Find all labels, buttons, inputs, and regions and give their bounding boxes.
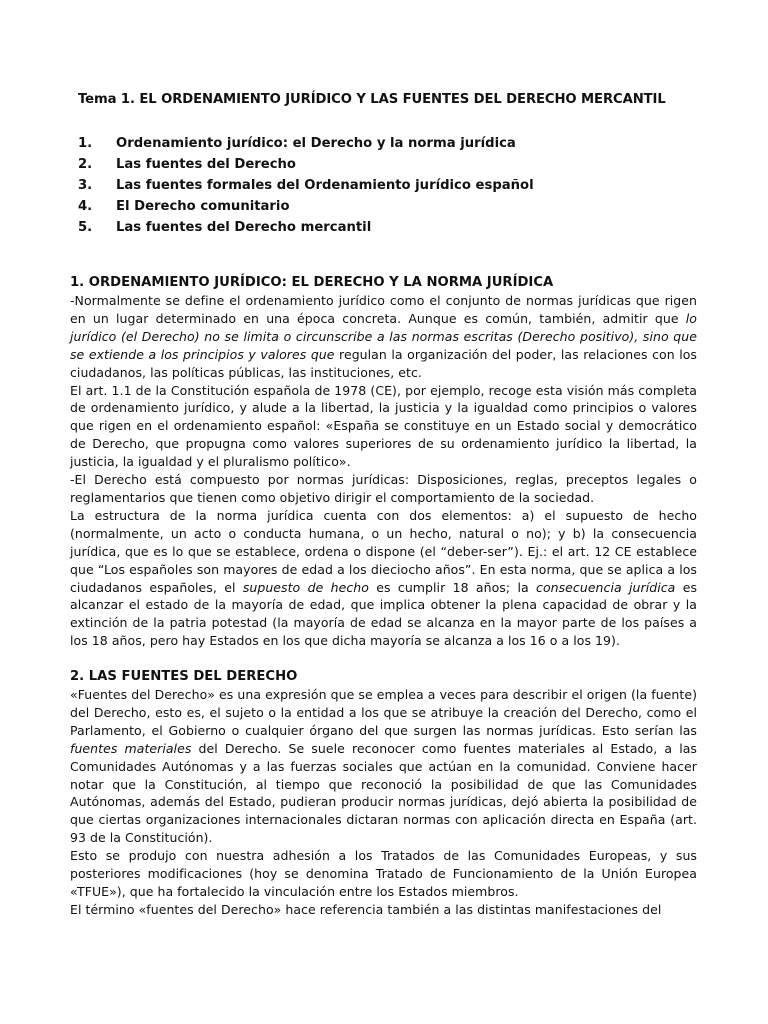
- toc-label: Las fuentes formales del Ordenamiento jurídico español: [116, 178, 534, 193]
- paragraph-italic-text: supuesto de hecho: [242, 579, 369, 595]
- paragraph: [70, 686, 697, 847]
- paragraph-italic-text: lo jurídico (el Derecho) no se limita o circunscribe a las normas escritas (Derecho positivo), sino que se extiende a los principios y valores que: [70, 310, 697, 362]
- toc-label: El Derecho comunitario: [116, 199, 290, 214]
- paragraph-text: La estructura de la norma jurídica cuenta con dos elementos: a) el supuesto de hecho (normalmente, un acto o conducta humana, o un hecho, natural o no); y b) la consecuencia jurídica, que es lo que se establece, ordena o dispone (el “deber-ser”). Ej.: el art. 12 CE establece que “Los españoles son mayores de edad a los dieciocho años”. En esta norma, que se aplica a los ciudadanos españoles, el: [70, 507, 697, 595]
- section-heading: 2. LAS FUENTES DEL DERECHO: [70, 669, 298, 684]
- section-fuentes-del-derecho: [70, 668, 697, 919]
- paragraph-text: -Normalmente se define el ordenamiento jurídico como el conjunto de normas jurídicas que rigen en un lugar determinado en una época concreta. Aunque es común, también, admitir que: [70, 293, 697, 326]
- toc-number: 2.: [78, 157, 93, 172]
- table-of-contents: [78, 133, 534, 238]
- toc-item: [78, 175, 534, 196]
- paragraph-italic-text: fuentes materiales: [70, 740, 192, 756]
- toc-number: 4.: [78, 199, 93, 214]
- toc-label: Las fuentes del Derecho mercantil: [116, 220, 372, 235]
- toc-item: [78, 217, 534, 238]
- paragraph-text: «Fuentes del Derecho» es una expresión que se emplea a veces para describir el origen (la fuente) del Derecho, esto es, el sujeto o la entidad a los que se atribuye la creación del Derecho, como el Parlamento, el Gobierno o cualquier órgano del que surgen las normas jurídicas. Esto serían las: [70, 687, 697, 738]
- toc-item: [78, 196, 534, 217]
- section-ordenamiento-juridico: [70, 274, 697, 650]
- paragraph: -El Derecho está compuesto por normas jurídicas: Disposiciones, reglas, preceptos legales o reglamentarios que tienen como objetivo dirigir el comportamiento de la sociedad.: [70, 472, 697, 505]
- toc-label: Las fuentes del Derecho: [116, 157, 296, 172]
- paragraph-text: regulan la organización del poder, las relaciones con los ciudadanos, las políticas públicas, las instituciones, etc.: [70, 346, 697, 380]
- document-title: Tema 1. EL ORDENAMIENTO JURÍDICO Y LAS FUENTES DEL DERECHO MERCANTIL: [78, 92, 666, 107]
- toc-number: 1.: [78, 136, 93, 151]
- toc-number: 3.: [78, 178, 93, 193]
- section-heading: 1. ORDENAMIENTO JURÍDICO: EL DERECHO Y LA NORMA JURÍDICA: [70, 275, 554, 290]
- paragraph: El término «fuentes del Derecho» hace referencia también a las distintas manifestaciones del: [70, 901, 662, 917]
- toc-label: Ordenamiento jurídico: el Derecho y la norma jurídica: [116, 136, 516, 151]
- paragraph: Esto se produjo con nuestra adhesión a los Tratados de las Comunidades Europeas, y sus posteriores modificaciones (hoy se denomina Tratado de Funcionamiento de la Unión Europea «TFUE»), que ha fortalecido la vinculación entre los Estados miembros.: [70, 848, 697, 899]
- paragraph: El art. 1.1 de la Constitución española de 1978 (CE), por ejemplo, recoge esta visión más completa de ordenamiento jurídico, y alude a la libertad, la justicia y la igualdad como principios o valores que rigen en el ordenamiento español: «España se constituye en un Estado social y democrático de Derecho, que propugna como valores superiores de su ordenamiento jurídico la libertad, la justicia, la igualdad y el pluralismo político».: [70, 382, 697, 470]
- paragraph: [70, 507, 697, 650]
- paragraph-text: del Derecho. Se suele reconocer como fuentes materiales al Estado, a las Comunidades Autónomas y a las fuerzas sociales que actúan en la comunidad. Conviene hacer notar que la Constitución, al tiempo que reconoció la posibilidad de que las Comunidades Autónomas, además del Estado, pudieran producir normas jurídicas, dejó abierta la posibilidad de que ciertas organizaciones internacionales dictaran normas con aplicación directa en España (art. 93 de la Constitución).: [70, 740, 697, 846]
- paragraph: [70, 292, 697, 382]
- paragraph-text: es cumplir 18 años; la: [368, 579, 537, 595]
- paragraph-text: es alcanzar el estado de la mayoría de edad, que implica obtener la plena capacidad de obrar y la extinción de la patria potestad (la mayoría de edad se alcanza en la mayor parte de los países a los 18 años, pero hay Estados en los que dicha mayoría se alcanza a los 16 o a los 19).: [70, 579, 698, 649]
- toc-number: 5.: [78, 220, 93, 235]
- paragraph-italic-text: consecuencia jurídica: [536, 579, 676, 595]
- toc-item: [78, 133, 534, 154]
- toc-item: [78, 154, 534, 175]
